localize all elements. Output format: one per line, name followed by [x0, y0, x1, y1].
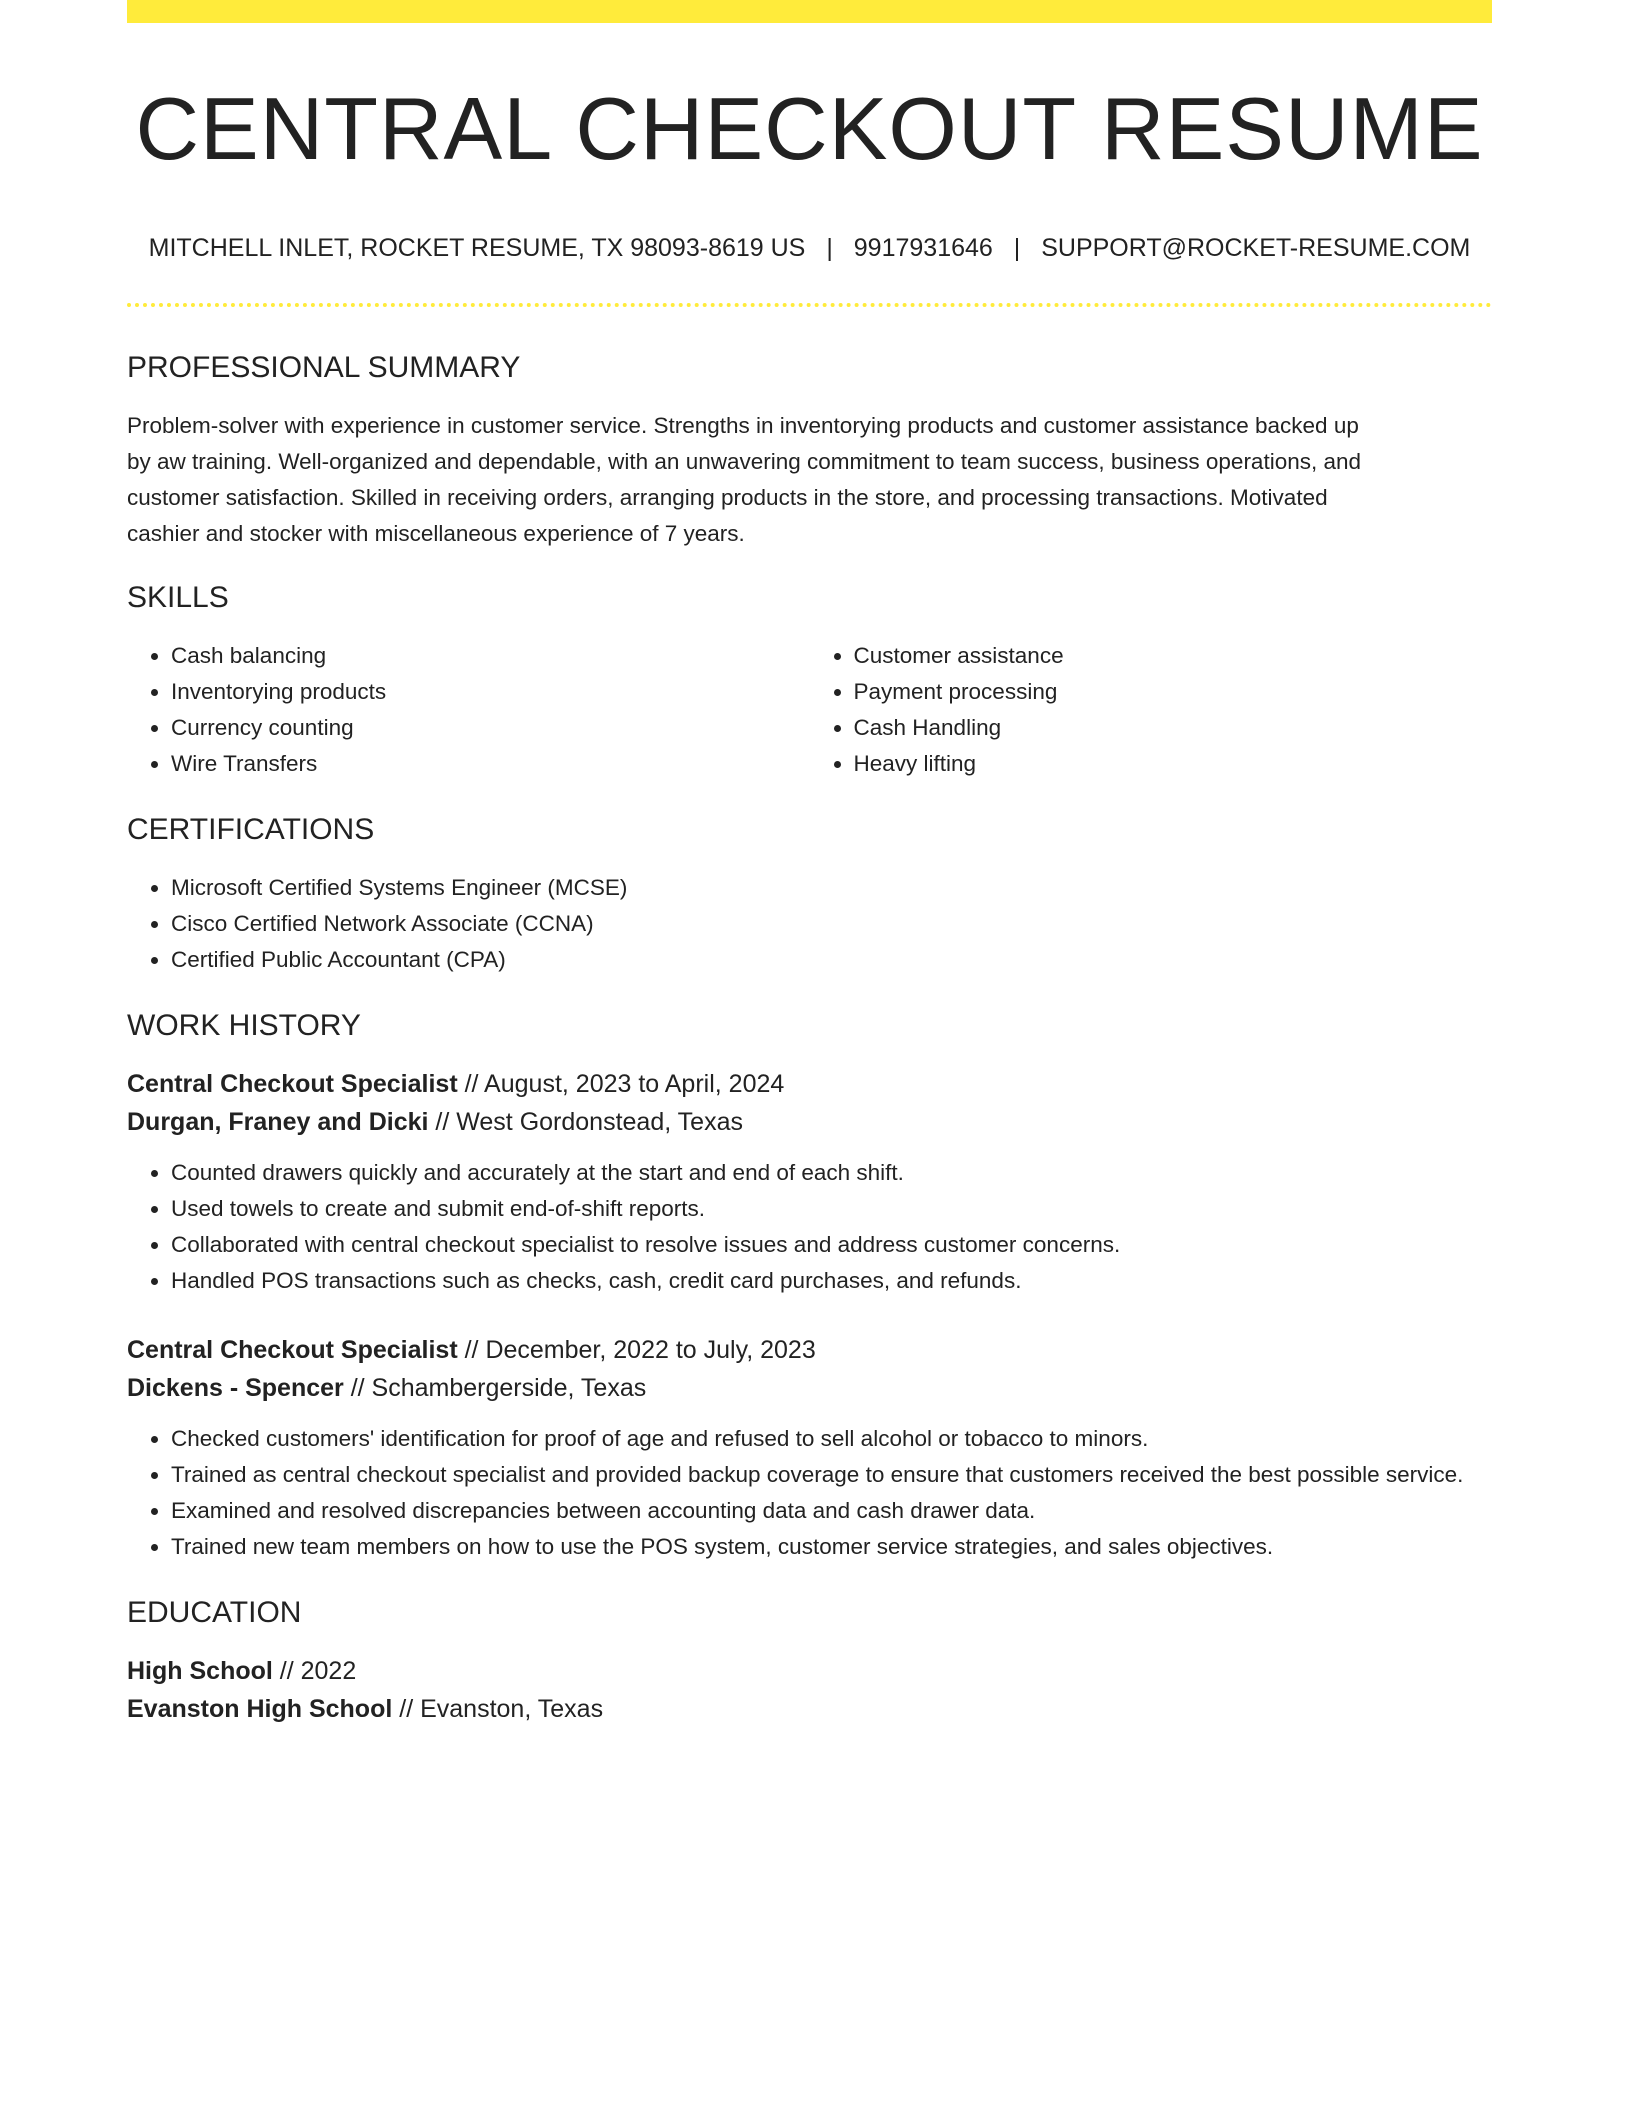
education-location: // Evanston, Texas — [392, 1695, 604, 1723]
work-history-heading: WORK HISTORY — [127, 1009, 361, 1042]
job-duties-list — [127, 1421, 1492, 1565]
list-item: • Cash balancing — [171, 638, 810, 674]
education-degree: High School — [127, 1657, 273, 1685]
top-accent-bar — [127, 0, 1492, 23]
skills-list — [127, 638, 1492, 782]
contact-address: MITCHELL INLET, ROCKET RESUME, TX 98093-8619 US — [148, 234, 806, 262]
job-location: // Schambergerside, Texas — [343, 1374, 647, 1402]
contact-line — [127, 233, 1492, 263]
resume-page — [127, 0, 1492, 1728]
list-item: • Payment processing — [854, 674, 1493, 710]
list-item: • Collaborated with central checkout specialist to resolve issues and address customer concerns. — [171, 1227, 1492, 1263]
education-school-line — [127, 1690, 1492, 1728]
list-item: • Counted drawers quickly and accurately at the start and end of each shift. — [171, 1155, 1492, 1191]
list-item: • Heavy lifting — [854, 746, 1493, 782]
contact-email: SUPPORT@ROCKET-RESUME.COM — [1041, 234, 1471, 262]
list-item: • Customer assistance — [854, 638, 1493, 674]
list-item: • Certified Public Accountant (CPA) — [171, 942, 1492, 978]
list-item: • Checked customers' identification for proof of age and refused to sell alcohol or tobacco to minors. — [171, 1421, 1492, 1457]
job-company: Dickens - Spencer — [127, 1374, 344, 1402]
header-divider — [127, 303, 1492, 307]
job-company-line — [127, 1103, 1492, 1141]
list-item: • Microsoft Certified Systems Engineer (MCSE) — [171, 870, 1492, 906]
education-degree-line — [127, 1652, 1492, 1690]
job-role-line — [127, 1065, 1492, 1103]
job-role-line — [127, 1331, 1492, 1369]
job-location: // West Gordonstead, Texas — [428, 1108, 743, 1136]
summary-text: Problem-solver with experience in customer service. Strengths in inventorying products and customer assistance backed up by aw training. Well-organized and dependable, with an unwavering commitment to team success, business operations, and customer satisfaction. Skilled in receiving orders, arranging products in the store, and processing transactions. Motivated cashier and stocker with miscellaneous experience of 7 years. — [127, 413, 1362, 546]
resume-title: CENTRAL CHECKOUT RESUME — [135, 79, 1484, 178]
list-item: • Cisco Certified Network Associate (CCNA) — [171, 906, 1492, 942]
job-company: Durgan, Franey and Dicki — [127, 1108, 429, 1136]
education-school: Evanston High School — [127, 1695, 393, 1723]
job-entry — [127, 1331, 1492, 1565]
list-item: • Wire Transfers — [171, 746, 810, 782]
job-role: Central Checkout Specialist — [127, 1070, 458, 1098]
summary-heading: PROFESSIONAL SUMMARY — [127, 351, 521, 384]
contact-phone: 9917931646 — [853, 234, 993, 262]
job-dates: // August, 2023 to April, 2024 — [457, 1070, 785, 1098]
certifications-list — [127, 870, 1492, 978]
education-year: // 2022 — [272, 1657, 357, 1685]
list-item: • Examined and resolved discrepancies between accounting data and cash drawer data. — [171, 1493, 1492, 1529]
skills-column-left — [127, 638, 810, 782]
job-duties-list — [127, 1155, 1492, 1299]
list-item: • Used towels to create and submit end-of-shift reports. — [171, 1191, 1492, 1227]
job-role: Central Checkout Specialist — [127, 1336, 458, 1364]
education-heading: EDUCATION — [127, 1596, 302, 1629]
list-item: • Handled POS transactions such as checks, cash, credit card purchases, and refunds. — [171, 1263, 1492, 1299]
list-item: • Trained as central checkout specialist and provided backup coverage to ensure that customers received the best possible service. — [171, 1457, 1492, 1493]
skills-column-right — [810, 638, 1493, 782]
job-company-line — [127, 1369, 1492, 1407]
skills-heading: SKILLS — [127, 581, 229, 614]
list-item: • Trained new team members on how to use the POS system, customer service strategies, and sales objectives. — [171, 1529, 1492, 1565]
list-item: • Inventorying products — [171, 674, 810, 710]
contact-separator: | — [826, 234, 833, 262]
job-dates: // December, 2022 to July, 2023 — [457, 1336, 816, 1364]
list-item: • Currency counting — [171, 710, 810, 746]
certifications-heading: CERTIFICATIONS — [127, 813, 375, 846]
list-item: • Cash Handling — [854, 710, 1493, 746]
job-entry — [127, 1065, 1492, 1299]
contact-separator: | — [1013, 234, 1021, 262]
